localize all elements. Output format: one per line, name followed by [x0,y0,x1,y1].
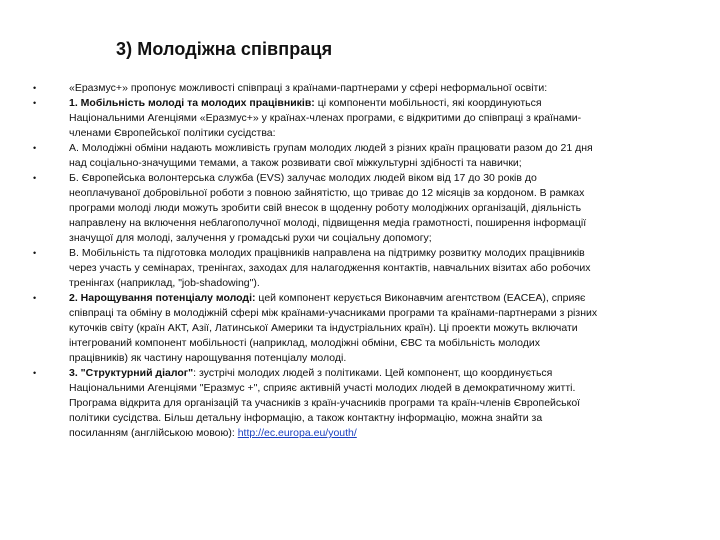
bullet-item [33,81,678,96]
bullet-dot-icon: • [33,173,37,183]
text-segment: неоплачуваної добровільної роботи з повною зайнятістю, що триває до 12 місяців за кордоном. В рамках [69,187,585,199]
bullet-item [33,171,678,246]
text-segment: Національними Агенціями "Еразмус +", сприяє активній участі молодих людей в демократичному житті. [69,382,576,394]
bullet-dot-icon: • [33,98,37,108]
text-line [69,141,678,156]
text-line [69,366,678,381]
text-line [69,306,678,321]
bullet-item [33,96,678,141]
text-segment: політики сусідства. Більш детальну інформацію, а також контактну інформацію, можна знайти за [69,412,543,424]
text-line [69,381,678,396]
bullet-item [33,246,678,291]
text-segment: над соціально-значущими темами, а також розвивати свої міжкультурні здібності та навички; [69,157,522,169]
text-line [69,216,678,231]
slide-title: 3) Молодіжна співпраця [116,39,333,59]
text-segment: посиланням (англійською мовою): [69,427,238,439]
text-line [69,81,678,96]
bold-text-segment: 3. "Структурний діалог" [69,367,194,379]
bullet-item [33,141,678,171]
text-segment: значущої для молоді, залучення у громадські рухи чи соціальну допомогу; [69,232,432,244]
text-line [69,411,678,426]
text-segment: Б. Європейська волонтерська служба (EVS) залучає молодих людей віком від 17 до 30 років до [69,172,537,184]
text-segment: ці компоненти мобільності, які координуються [314,97,542,109]
text-segment: через участь у семінарах, тренінгах, заходах для налагодження контактів, навчальних візитах або робочих [69,262,591,274]
bold-text-segment: 2. Нарощування потенціалу молоді: [69,292,256,304]
text-line [69,96,678,111]
text-line [69,186,678,201]
text-segment: направлену на включення неблагополучної молоді, підвищення медіа грамотності, поширення інформації [69,217,587,229]
text-line [69,351,678,366]
bullet-dot-icon: • [33,248,37,258]
text-line [69,246,678,261]
bullet-item [33,291,678,366]
text-line [69,171,678,186]
text-segment: Національними Агенціями «Еразмус+» у країнах-членах програми, є відкритими до співпраці з країнами- [69,112,582,124]
text-segment: тренінгах (наприклад, "job-shadowing"). [69,277,260,289]
youth-portal-link[interactable]: http://ec.europa.eu/youth/ [237,427,357,439]
text-segment: «Еразмус+» пропонує можливості співпраці з країнами-партнерами у сфері неформальної освіти: [69,82,548,94]
text-line [69,261,678,276]
text-segment: програми молоді люди можуть зробити свій внесок в щоденну роботу молодіжних організацій, діяльність [69,202,582,214]
text-segment: членами Європейської політики сусідства: [69,127,276,139]
text-segment: працівників) як частину нарощування потенціалу молоді. [69,352,347,364]
text-line [69,111,678,126]
text-segment: співпраці та обміну в молодіжній сфері між країнами-учасниками програми та країнами-партнерами з різних [69,307,598,319]
text-segment: : зустрічі молодих людей з політиками. Цей компонент, що координується [193,367,553,379]
bullet-dot-icon: • [33,293,37,303]
text-line [69,336,678,351]
bullet-list [33,81,678,441]
text-segment: інтегрований компонент мобільності (наприклад, молодіжні обміни, ЄВС та мобільність молодих [69,337,541,349]
text-line [69,276,678,291]
text-line [69,396,678,411]
text-line [69,231,678,246]
bullet-dot-icon: • [33,368,37,378]
text-segment: куточків світу (країн АКТ, Азії, Латинської Америки та індустріальних країн). Ці проекти можуть включати [69,322,578,334]
text-segment: А. Молодіжні обміни надають можливість групам молодих людей з різних країн працювати разом до 21 дня [69,142,593,154]
text-line [69,201,678,216]
bullet-item [33,366,678,441]
bullet-dot-icon: • [33,143,37,153]
text-line [69,321,678,336]
text-line [69,291,678,306]
text-segment: В. Мобільність та підготовка молодих працівників направлена на підтримку розвитку молодих працівників [69,247,585,259]
bullet-dot-icon: • [33,83,37,93]
text-line [69,126,678,141]
text-segment: цей компонент керується Виконавчим агентством (EACEA), сприяє [255,292,586,304]
text-line [69,156,678,171]
bold-text-segment: 1. Мобільність молоді та молодих працівників: [69,97,315,109]
text-line [69,426,678,441]
text-segment: Програма відкрита для організацій та учасників з країн-учасників програми та країн-членів Європейської [69,397,581,409]
